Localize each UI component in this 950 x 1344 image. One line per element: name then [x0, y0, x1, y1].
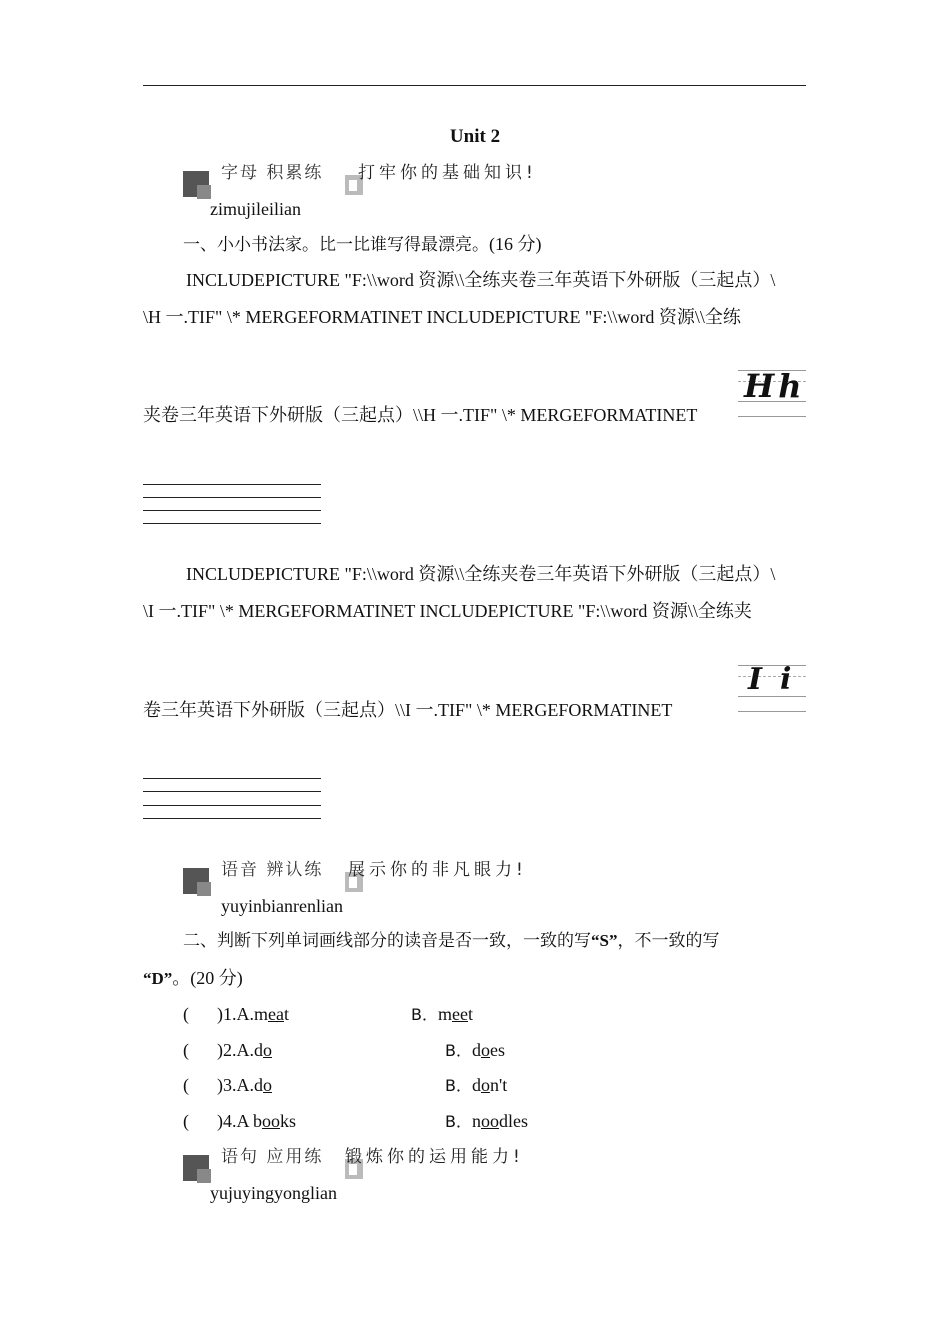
word-b-part: d	[471, 1040, 481, 1060]
answer-item-4-option-b	[445, 1110, 528, 1133]
item-number: )3.A.	[217, 1075, 254, 1095]
answer-item-3	[183, 1074, 272, 1096]
section-slogan: 展示你的非凡眼力!	[348, 860, 527, 880]
section-square-shade-icon	[197, 1169, 211, 1183]
word-a-part: d	[254, 1075, 263, 1095]
word-a-part: ks	[280, 1111, 297, 1131]
writing-line	[143, 523, 321, 524]
section-square-shade-icon	[197, 882, 211, 896]
answer-item-2-option-b	[445, 1039, 505, 1062]
section-pinyin: zimujileilian	[210, 199, 301, 219]
answer-item-4	[183, 1110, 296, 1132]
word-b-underlined: ee	[452, 1004, 468, 1024]
section-title: 语音 辨认练	[221, 860, 324, 880]
writing-line	[143, 510, 321, 511]
answer-item-2	[183, 1039, 272, 1061]
handwriting-sample-i-text: Ii	[748, 662, 810, 697]
answer-blank-open[interactable]: (	[183, 1040, 189, 1060]
section-slogan: 打牢你的基础知识!	[358, 163, 537, 183]
header-rule	[143, 85, 806, 86]
option-b-label: B．	[445, 1041, 472, 1060]
question-2-text-mid: ，不一致的写	[617, 931, 720, 951]
word-a-underlined: oo	[262, 1111, 280, 1131]
field-code-h-line1: INCLUDEPICTURE "F:\\word 资源\\全练夹卷三年英语下外研版（三起点）\	[186, 270, 776, 290]
question-1-score: (16 分)	[489, 234, 542, 254]
writing-line	[143, 805, 321, 806]
answer-blank-open[interactable]: (	[183, 1075, 189, 1095]
word-b-underlined: oo	[480, 1111, 499, 1131]
different-mark: “D”	[143, 969, 173, 988]
section-title: 语句 应用练	[221, 1147, 324, 1167]
question-2-score: 。(20 分)	[172, 968, 243, 988]
word-b-underlined: o	[480, 1040, 490, 1060]
handwriting-sample-i-baseline	[738, 711, 806, 712]
word-a-part: m	[254, 1004, 269, 1024]
item-number: )4.A	[217, 1111, 253, 1131]
field-code-i-line1: INCLUDEPICTURE "F:\\word 资源\\全练夹卷三年英语下外研版（三起点）\	[186, 564, 776, 584]
word-a-underlined: ea	[268, 1004, 284, 1024]
word-b-part: dles	[498, 1111, 528, 1131]
field-code-h-line2: \H 一.TIF" \* MERGEFORMATINET INCLUDEPICTURE "F:\\word 资源\\全练	[143, 307, 741, 327]
option-b-label: B．	[411, 1005, 438, 1024]
handwriting-sample-h-image	[738, 367, 806, 405]
writing-line	[143, 497, 321, 498]
writing-line	[143, 778, 321, 779]
word-b-part: n't	[489, 1075, 508, 1095]
handwriting-sample-i-image	[738, 662, 810, 697]
handwriting-sample-h-baseline	[738, 416, 806, 417]
answer-item-1	[183, 1003, 289, 1025]
word-a-underlined: o	[263, 1040, 272, 1060]
answer-item-3-option-b	[445, 1074, 507, 1097]
question-1-prompt	[183, 233, 542, 256]
question-1-label: 一、小小书法家。比一比谁写得最漂亮。	[183, 235, 489, 255]
section-pinyin: yuyinbianrenlian	[221, 896, 343, 916]
writing-line	[143, 791, 321, 792]
question-2-text: 二、判断下列单词画线部分的读音是否一致，一致的写	[183, 931, 591, 951]
word-b-part: es	[489, 1040, 505, 1060]
item-number: )2.A.	[217, 1040, 254, 1060]
page-title: Unit 2	[449, 126, 501, 147]
answer-blank-open[interactable]: (	[183, 1004, 189, 1024]
field-code-i-line3: 卷三年英语下外研版（三起点）\\I 一.TIF" \* MERGEFORMATINET	[143, 700, 673, 720]
word-b-part: d	[471, 1075, 481, 1095]
item-number: )1.A.	[217, 1004, 254, 1024]
word-b-part: t	[467, 1004, 473, 1024]
word-a-part: b	[253, 1111, 262, 1131]
writing-line	[143, 818, 321, 819]
same-mark: “S”	[591, 931, 618, 950]
section-pinyin: yujuyingyonglian	[210, 1183, 337, 1203]
word-a-underlined: o	[263, 1075, 272, 1095]
word-b-part: n	[471, 1111, 481, 1131]
word-a-part: d	[254, 1040, 263, 1060]
field-code-i-line2: \I 一.TIF" \* MERGEFORMATINET INCLUDEPICTURE "F:\\word 资源\\全练夹	[143, 601, 752, 621]
section-square-shade-icon	[197, 185, 211, 199]
writing-line	[143, 484, 321, 485]
option-b-label: B．	[445, 1076, 472, 1095]
section-title: 字母 积累练	[221, 163, 324, 183]
answer-blank-open[interactable]: (	[183, 1111, 189, 1131]
question-2-prompt-line2	[143, 967, 243, 990]
word-b-underlined: o	[480, 1075, 490, 1095]
section-slogan: 锻炼你的运用能力!	[345, 1147, 524, 1167]
word-b-part: m	[437, 1004, 452, 1024]
question-2-prompt-line1	[183, 930, 719, 952]
word-a-part: t	[284, 1004, 290, 1024]
handwriting-sample-h-text: Hh	[744, 367, 806, 405]
option-b-label: B．	[445, 1112, 472, 1131]
slogan-bracket-inner-icon	[349, 180, 357, 191]
field-code-h-line3: 夹卷三年英语下外研版（三起点）\\H 一.TIF" \* MERGEFORMATINET	[143, 405, 698, 425]
answer-item-1-option-b	[411, 1003, 473, 1026]
